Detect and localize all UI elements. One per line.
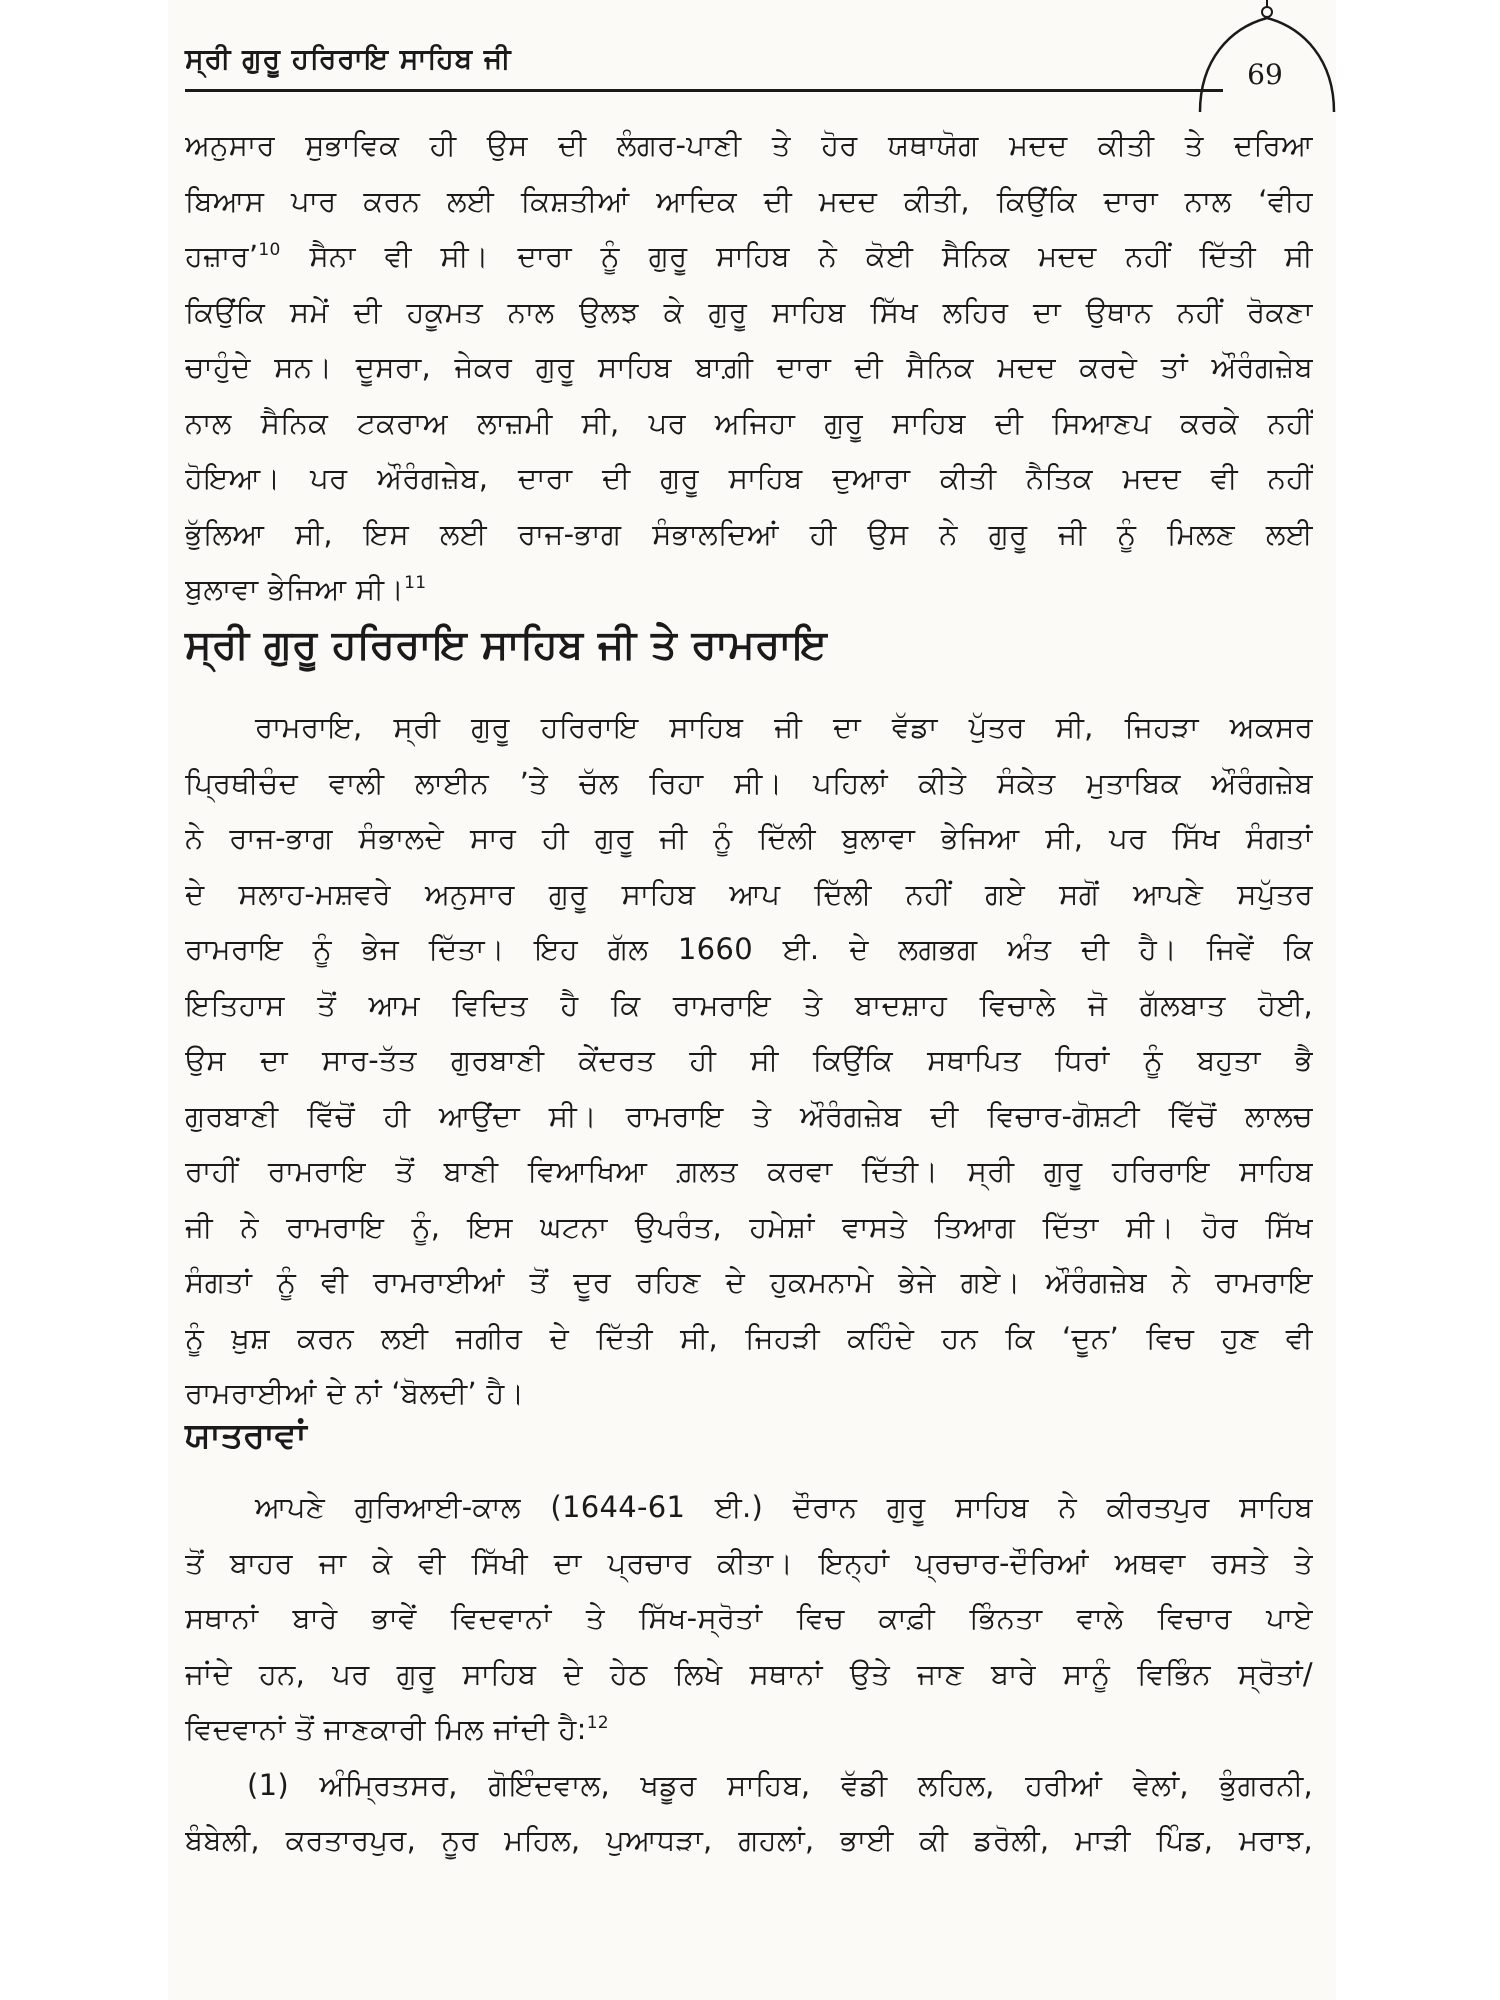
line-text: ਜਾਂਦੇ ਹਨ, ਪਰ ਗੁਰੂ ਸਾਹਿਬ ਦੇ ਹੇਠ ਲਿਖੇ ਸਥਾਨਾਂ ਉਤੇ ਜਾਣ ਬਾਰੇ ਸਾਨੂੰ ਵਿਭਿੰਨ ਸ੍ਰੋਤਾਂ/: [185, 1656, 1313, 1691]
line-text: ਹਜ਼ਾਰ’: [185, 239, 259, 273]
line-text: ਵਿਦਵਾਨਾਂ ਤੋਂ ਜਾਣਕਾਰੀ ਮਿਲ ਜਾਂਦੀ ਹੈ:: [185, 1712, 587, 1746]
line-text: ਆਪਣੇ ਗੁਰਿਆਈ-ਕਾਲ (1644-61 ਈ.) ਦੌਰਾਨ ਗੁਰੂ ਸਾਹਿਬ ਨੇ ਕੀਰਤਪੁਰ ਸਾਹਿਬ: [255, 1490, 1313, 1524]
text-line: [185, 562, 1313, 618]
section-heading-yatra: ਯਾਤਰਾਵਾਂ: [185, 1416, 307, 1456]
text-line: [185, 1480, 1313, 1536]
text-line: [185, 700, 1313, 756]
line-text: ਬੰਬੇਲੀ, ਕਰਤਾਰਪੁਰ, ਨੂਰ ਮਹਿਲ, ਪੁਆਧੜਾ, ਗਹਲਾਂ, ਭਾਈ ਕੀ ਡਰੋਲੀ, ਮਾੜੀ ਪਿੰਡ, ਮਰਾਝ,: [185, 1823, 1313, 1857]
text-line: [185, 922, 1313, 978]
line-text: ਬੁਲਾਵਾ ਭੇਜਿਆ ਸੀ।: [185, 572, 405, 606]
line-text: ਰਾਮਰਾਇ ਨੂੰ ਭੇਜ ਦਿੱਤਾ। ਇਹ ਗੱਲ 1660 ਈ. ਦੇ ਲਗਭਗ ਅੰਤ ਦੀ ਹੈ। ਜਿਵੇਂ ਕਿ: [185, 932, 1313, 966]
text-line: [185, 1033, 1313, 1089]
line-text: ਬਿਆਸ ਪਾਰ ਕਰਨ ਲਈ ਕਿਸ਼ਤੀਆਂ ਆਦਿਕ ਦੀ ਮਦਦ ਕੀਤੀ, ਕਿਉਂਕਿ ਦਾਰਾ ਨਾਲ ‘ਵੀਹ: [185, 183, 1313, 218]
footnote-marker: 10: [258, 240, 281, 260]
text-line: [185, 340, 1313, 396]
running-title: ਸ੍ਰੀ ਗੁਰੂ ਹਰਿਰਾਇ ਸਾਹਿਬ ਜੀ: [185, 42, 512, 75]
text-line: [185, 174, 1313, 230]
text-line: [185, 978, 1313, 1034]
text-line: [185, 1255, 1313, 1311]
section-heading-ramrai: ਸ੍ਰੀ ਗੁਰੂ ਹਰਿਰਾਇ ਸਾਹਿਬ ਜੀ ਤੇ ਰਾਮਰਾਇ: [185, 622, 828, 668]
line-text: ਨੂੰ ਖ਼ੁਸ਼ ਕਰਨ ਲਈ ਜਗੀਰ ਦੇ ਦਿੱਤੀ ਸੀ, ਜਿਹੜੀ ਕਹਿੰਦੇ ਹਨ ਕਿ ‘ਦੂਨ’ ਵਿਚ ਹੁਣ ਵੀ: [185, 1320, 1313, 1355]
text-line: [185, 229, 1313, 285]
line-text: ਉਸ ਦਾ ਸਾਰ-ਤੱਤ ਗੁਰਬਾਣੀ ਕੇਂਦਰਤ ਹੀ ਸੀ ਕਿਉਂਕਿ ਸਥਾਪਿਤ ਧਿਰਾਂ ਨੂੰ ਬਹੁਤਾ ਭੈ: [185, 1043, 1313, 1077]
line-text: ਸੰਗਤਾਂ ਨੂੰ ਵੀ ਰਾਮਰਾਈਆਂ ਤੋਂ ਦੂਰ ਰਹਿਣ ਦੇ ਹੁਕਮਨਾਮੇ ਭੇਜੇ ਗਏ। ਔਰੰਗਜ਼ੇਬ ਨੇ ਰਾਮਰਾਇ: [185, 1265, 1313, 1299]
text-line: [185, 1647, 1313, 1703]
footnote-marker: 12: [586, 1713, 609, 1733]
text-line: [185, 1366, 1313, 1422]
continued-paragraph: [185, 118, 1313, 618]
line-text: ਰਾਹੀਂ ਰਾਮਰਾਇ ਤੋਂ ਬਾਣੀ ਵਿਆਖਿਆ ਗ਼ਲਤ ਕਰਵਾ ਦਿੱਤੀ। ਸ੍ਰੀ ਗੁਰੂ ਹਰਿਰਾਇ ਸਾਹਿਬ: [185, 1154, 1313, 1188]
text-line: [185, 1702, 1313, 1758]
line-text: ਨੇ ਰਾਜ-ਭਾਗ ਸੰਭਾਲਦੇ ਸਾਰ ਹੀ ਗੁਰੂ ਜੀ ਨੂੰ ਦਿੱਲੀ ਬੁਲਾਵਾ ਭੇਜਿਆ ਸੀ, ਪਰ ਸਿੱਖ ਸੰਗਤਾਂ: [185, 821, 1313, 855]
line-text: ਜੀ ਨੇ ਰਾਮਰਾਇ ਨੂੰ, ਇਸ ਘਟਨਾ ਉਪਰੰਤ, ਹਮੇਸ਼ਾਂ ਵਾਸਤੇ ਤਿਆਗ ਦਿੱਤਾ ਸੀ। ਹੋਰ ਸਿੱਖ: [185, 1209, 1313, 1244]
line-text: ਚਾਹੁੰਦੇ ਸਨ। ਦੂਸਰਾ, ਜੇਕਰ ਗੁਰੂ ਸਾਹਿਬ ਬਾਗ਼ੀ ਦਾਰਾ ਦੀ ਸੈਨਿਕ ਮਦਦ ਕਰਦੇ ਤਾਂ ਔਰੰਗਜ਼ੇਬ: [185, 350, 1313, 384]
line-text: ਤੋਂ ਬਾਹਰ ਜਾ ਕੇ ਵੀ ਸਿੱਖੀ ਦਾ ਪ੍ਰਚਾਰ ਕੀਤਾ। ਇਨ੍ਹਾਂ ਪ੍ਰਚਾਰ-ਦੌਰਿਆਂ ਅਥਵਾ ਰਸਤੇ ਤੇ: [185, 1545, 1313, 1580]
line-text: ਗੁਰਬਾਣੀ ਵਿੱਚੋਂ ਹੀ ਆਉਂਦਾ ਸੀ। ਰਾਮਰਾਇ ਤੇ ਔਰੰਗਜ਼ੇਬ ਦੀ ਵਿਚਾਰ-ਗੋਸ਼ਟੀ ਵਿੱਚੋਂ ਲਾਲਚ: [185, 1098, 1313, 1133]
text-line: [185, 507, 1313, 563]
text-line: [185, 118, 1313, 174]
text-line: [185, 285, 1313, 341]
yatra-paragraph: [185, 1480, 1313, 1869]
line-text: ਕਿਉਂਕਿ ਸਮੇਂ ਦੀ ਹਕੂਮਤ ਨਾਲ ਉਲਝ ਕੇ ਗੁਰੂ ਸਾਹਿਬ ਸਿੱਖ ਲਹਿਰ ਦਾ ਉਥਾਨ ਨਹੀਂ ਰੋਕਣਾ: [185, 294, 1313, 329]
footnote-marker: 11: [404, 573, 427, 593]
text-line: [185, 1200, 1313, 1256]
ramrai-paragraph: [185, 700, 1313, 1422]
line-text: ਇਤਿਹਾਸ ਤੋਂ ਆਮ ਵਿਦਿਤ ਹੈ ਕਿ ਰਾਮਰਾਇ ਤੇ ਬਾਦਸ਼ਾਹ ਵਿਚਾਲੇ ਜੋ ਗੱਲਬਾਤ ਹੋਈ,: [185, 987, 1313, 1022]
line-text: ਦੇ ਸਲਾਹ-ਮਸ਼ਵਰੇ ਅਨੁਸਾਰ ਗੁਰੂ ਸਾਹਿਬ ਆਪ ਦਿੱਲੀ ਨਹੀਂ ਗਏ ਸਗੋਂ ਆਪਣੇ ਸਪੁੱਤਰ: [185, 876, 1313, 911]
line-text: ਅਨੁਸਾਰ ਸੁਭਾਵਿਕ ਹੀ ਉਸ ਦੀ ਲੰਗਰ-ਪਾਣੀ ਤੇ ਹੋਰ ਯਥਾਯੋਗ ਮਦਦ ਕੀਤੀ ਤੇ ਦਰਿਆ: [185, 128, 1313, 162]
text-line: [185, 1591, 1313, 1647]
line-text: ਪ੍ਰਿਥੀਚੰਦ ਵਾਲੀ ਲਾਈਨ ’ਤੇ ਚੱਲ ਰਿਹਾ ਸੀ। ਪਹਿਲਾਂ ਕੀਤੇ ਸੰਕੇਤ ਮੁਤਾਬਿਕ ਔਰੰਗਜ਼ੇਬ: [185, 765, 1313, 800]
line-text: ਨਾਲ ਸੈਨਿਕ ਟਕਰਾਅ ਲਾਜ਼ਮੀ ਸੀ, ਪਰ ਅਜਿਹਾ ਗੁਰੂ ਸਾਹਿਬ ਦੀ ਸਿਆਣਪ ਕਰਕੇ ਨਹੀਂ: [185, 405, 1313, 440]
line-text: (1) ਅੰਮ੍ਰਿਤਸਰ, ਗੋਇੰਦਵਾਲ, ਖਡੂਰ ਸਾਹਿਬ, ਵੱਡੀ ਲਹਿਲ, ਹਰੀਆਂ ਵੇਲਾਂ, ਭੁੰਗਰਨੀ,: [247, 1767, 1313, 1802]
line-text: ਰਾਮਰਾਇ, ਸ੍ਰੀ ਗੁਰੂ ਹਰਿਰਾਇ ਸਾਹਿਬ ਜੀ ਦਾ ਵੱਡਾ ਪੁੱਤਰ ਸੀ, ਜਿਹੜਾ ਅਕਸਰ: [255, 710, 1313, 744]
text-line: [185, 1758, 1313, 1814]
line-text: ਭੁੱਲਿਆ ਸੀ, ਇਸ ਲਈ ਰਾਜ-ਭਾਗ ਸੰਭਾਲਦਿਆਂ ਹੀ ਉਸ ਨੇ ਗੁਰੂ ਜੀ ਨੂੰ ਮਿਲਣ ਲਈ: [185, 516, 1313, 551]
text-line: [185, 1144, 1313, 1200]
text-line: [185, 867, 1313, 923]
text-line: [185, 1536, 1313, 1592]
text-line: [185, 396, 1313, 452]
line-text: ਰਾਮਰਾਈਆਂ ਦੇ ਨਾਂ ‘ਬੋਲਦੀ’ ਹੈ।: [185, 1376, 525, 1410]
text-line: [185, 1089, 1313, 1145]
text-line: [185, 811, 1313, 867]
line-text-continued: ਸੈਨਾ ਵੀ ਸੀ। ਦਾਰਾ ਨੂੰ ਗੁਰੂ ਸਾਹਿਬ ਨੇ ਕੋਈ ਸੈਨਿਕ ਮਦਦ ਨਹੀਂ ਦਿੱਤੀ ਸੀ: [280, 239, 1313, 273]
text-line: [185, 1813, 1313, 1869]
header-rule: [185, 89, 1223, 92]
page-number: 69: [1247, 58, 1283, 91]
line-text: ਸਥਾਨਾਂ ਬਾਰੇ ਭਾਵੇਂ ਵਿਦਵਾਨਾਂ ਤੇ ਸਿੱਖ-ਸ੍ਰੋਤਾਂ ਵਿਚ ਕਾਫ਼ੀ ਭਿੰਨਤਾ ਵਾਲੇ ਵਿਚਾਰ ਪਾਏ: [185, 1601, 1313, 1635]
line-text: ਹੋਇਆ। ਪਰ ਔਰੰਗਜ਼ੇਬ, ਦਾਰਾ ਦੀ ਗੁਰੂ ਸਾਹਿਬ ਦੁਆਰਾ ਕੀਤੀ ਨੈਤਿਕ ਮਦਦ ਵੀ ਨਹੀਂ: [185, 461, 1313, 495]
text-line: [185, 451, 1313, 507]
text-line: [185, 1311, 1313, 1367]
text-line: [185, 756, 1313, 812]
